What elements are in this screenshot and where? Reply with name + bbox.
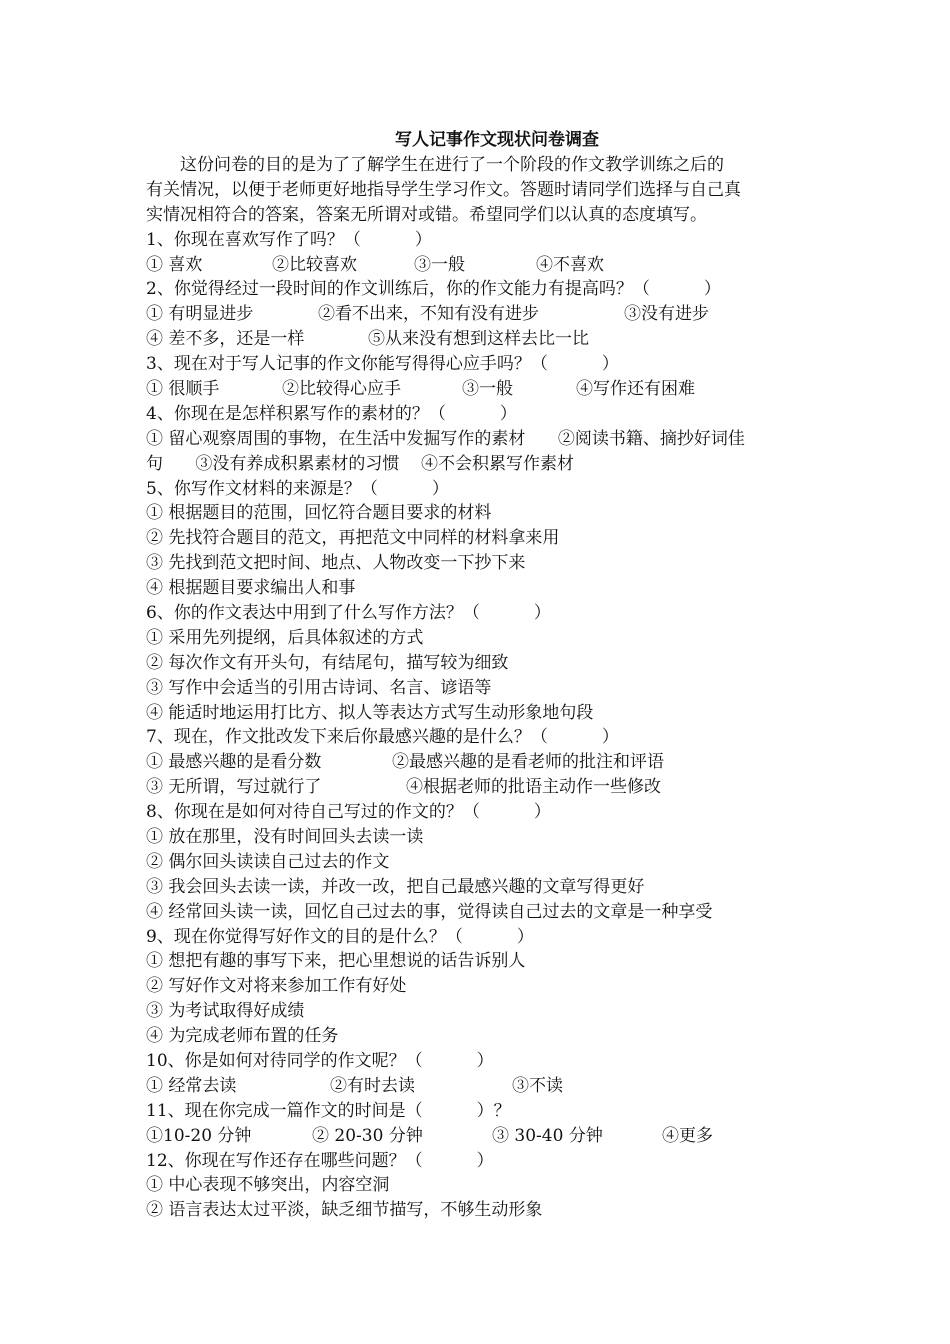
question-10: 10、你是如何对待同学的作文呢？（ ） — [146, 1051, 494, 1071]
q3-option-2[interactable]: ②比较得心应手 — [282, 378, 401, 399]
q12-option-1[interactable]: ① 中心表现不够突出，内容空洞 — [146, 1175, 390, 1196]
q5-option-3[interactable]: ③ 先找到范文把时间、地点、人物改变一下抄下来 — [146, 553, 526, 574]
q3-option-1[interactable]: ① 很顺手 — [146, 378, 220, 399]
intro-line: 实情况相符合的答案，答案无所谓对或错。希望同学们以认真的态度填写。 — [146, 204, 707, 225]
intro-line: 这份问卷的目的是为了了解学生在进行了一个阶段的作文教学训练之后的 — [180, 154, 724, 175]
q2-option-1[interactable]: ① 有明显进步 — [146, 304, 254, 325]
q1-option-4[interactable]: ④不喜欢 — [536, 254, 604, 275]
q11-options — [146, 1124, 810, 1149]
q6-option-3[interactable]: ③ 写作中会适当的引用古诗词、名言、谚语等 — [146, 677, 492, 698]
q8-option-4[interactable]: ④ 经常回头读一读，回忆自己过去的事，觉得读自己过去的文章是一种享受 — [146, 901, 713, 922]
q4-options-line-2[interactable]: 句 ③没有养成积累素材的习惯 ④不会积累写作素材 — [146, 453, 575, 474]
q1-option-1[interactable]: ① 喜欢 — [146, 254, 203, 275]
q2-option-3[interactable]: ③没有进步 — [624, 304, 709, 325]
question-5: 5、你写作文材料的来源是？（ ） — [146, 478, 449, 499]
q2-option-4[interactable]: ④ 差不多，还是一样 — [146, 329, 305, 350]
q3-options — [146, 377, 810, 402]
q9-option-2[interactable]: ② 写好作文对将来参加工作有好处 — [146, 976, 407, 997]
q5-option-2[interactable]: ② 先找符合题目的范文，再把范文中同样的材料拿来用 — [146, 528, 560, 549]
question-2: 2、你觉得经过一段时间的作文训练后，你的作文能力有提高吗？（ ） — [146, 279, 721, 300]
q1-option-3[interactable]: ③一般 — [414, 254, 465, 275]
q7-options-row-1 — [146, 750, 810, 775]
q9-option-4[interactable]: ④ 为完成老师布置的任务 — [146, 1026, 339, 1047]
q11-option-4[interactable]: ④更多 — [662, 1125, 713, 1146]
intro-paragraph — [146, 153, 810, 228]
q2-options-row-1 — [146, 302, 810, 327]
q7-options-row-2 — [146, 775, 810, 800]
q11-option-2[interactable]: ② 20-30 分钟 — [312, 1125, 423, 1146]
q4-options-line-1[interactable]: ① 留心观察周围的事物，在生活中发掘写作的素材 ②阅读书籍、摘抄好词佳 — [146, 428, 745, 449]
q2-option-5[interactable]: ⑤从来没有想到这样去比一比 — [368, 329, 589, 350]
q5-option-1[interactable]: ① 根据题目的范围，回忆符合题目要求的材料 — [146, 503, 492, 524]
question-6: 6、你的作文表达中用到了什么写作方法？（ ） — [146, 602, 551, 623]
q2-option-2[interactable]: ②看不出来，不知有没有进步 — [318, 304, 539, 325]
question-8: 8、你现在是如何对待自己写过的作文的？（ ） — [146, 802, 551, 823]
question-1: 1、你现在喜欢写作了吗？（ ） — [146, 229, 432, 250]
q10-option-2[interactable]: ②有时去读 — [330, 1075, 415, 1096]
q11-option-1[interactable]: ①10-20 分钟 — [146, 1125, 252, 1146]
q7-option-3[interactable]: ③ 无所谓，写过就行了 — [146, 777, 322, 798]
q10-option-3[interactable]: ③不读 — [512, 1075, 563, 1096]
q7-option-2[interactable]: ②最感兴趣的是看老师的批注和评语 — [392, 752, 664, 773]
q6-option-1[interactable]: ① 采用先列提纲，后具体叙述的方式 — [146, 627, 424, 648]
q11-option-3[interactable]: ③ 30-40 分钟 — [492, 1125, 603, 1146]
intro-line: 有关情况，以便于老师更好地指导学生学习作文。答题时请同学们选择与自己真 — [146, 179, 741, 200]
q12-option-2[interactable]: ② 语言表达太过平淡，缺乏细节描写，不够生动形象 — [146, 1200, 543, 1221]
question-11: 11、现在你完成一篇作文的时间是（ ）？ — [146, 1100, 511, 1121]
questionnaire-page — [146, 128, 810, 1223]
q8-option-1[interactable]: ① 放在那里，没有时间回头去读一读 — [146, 826, 424, 847]
q3-option-3[interactable]: ③一般 — [462, 378, 513, 399]
question-7: 7、现在，作文批改发下来后你最感兴趣的是什么？（ ） — [146, 727, 619, 748]
q8-option-2[interactable]: ② 偶尔回头读读自己过去的作文 — [146, 851, 390, 872]
q7-option-1[interactable]: ① 最感兴趣的是看分数 — [146, 752, 322, 773]
document-title: 写人记事作文现状问卷调查 — [395, 130, 599, 150]
question-12: 12、你现在写作还存在哪些问题？（ ） — [146, 1150, 494, 1171]
q8-option-3[interactable]: ③ 我会回头去读一读，并改一改，把自己最感兴趣的文章写得更好 — [146, 876, 645, 897]
q6-option-2[interactable]: ② 每次作文有开头句，有结尾句，描写较为细致 — [146, 652, 509, 673]
q9-option-3[interactable]: ③ 为考试取得好成绩 — [146, 1001, 305, 1022]
q2-options-row-2 — [146, 327, 810, 352]
question-9: 9、现在你觉得写好作文的目的是什么？（ ） — [146, 926, 534, 947]
q3-option-4[interactable]: ④写作还有困难 — [576, 378, 695, 399]
question-4: 4、你现在是怎样积累写作的素材的？（ ） — [146, 403, 517, 424]
q9-option-1[interactable]: ① 想把有趣的事写下来，把心里想说的话告诉别人 — [146, 951, 526, 972]
q6-option-4[interactable]: ④ 能适时地运用打比方、拟人等表达方式写生动形象地句段 — [146, 702, 594, 723]
q10-options — [146, 1074, 810, 1099]
question-3: 3、现在对于写人记事的作文你能写得得心应手吗？（ ） — [146, 354, 619, 375]
q5-option-4[interactable]: ④ 根据题目要求编出人和事 — [146, 578, 356, 599]
q1-option-2[interactable]: ②比较喜欢 — [272, 254, 357, 275]
q7-option-4[interactable]: ④根据老师的批语主动作一些修改 — [406, 777, 661, 798]
q1-options — [146, 253, 810, 278]
q10-option-1[interactable]: ① 经常去读 — [146, 1075, 237, 1096]
